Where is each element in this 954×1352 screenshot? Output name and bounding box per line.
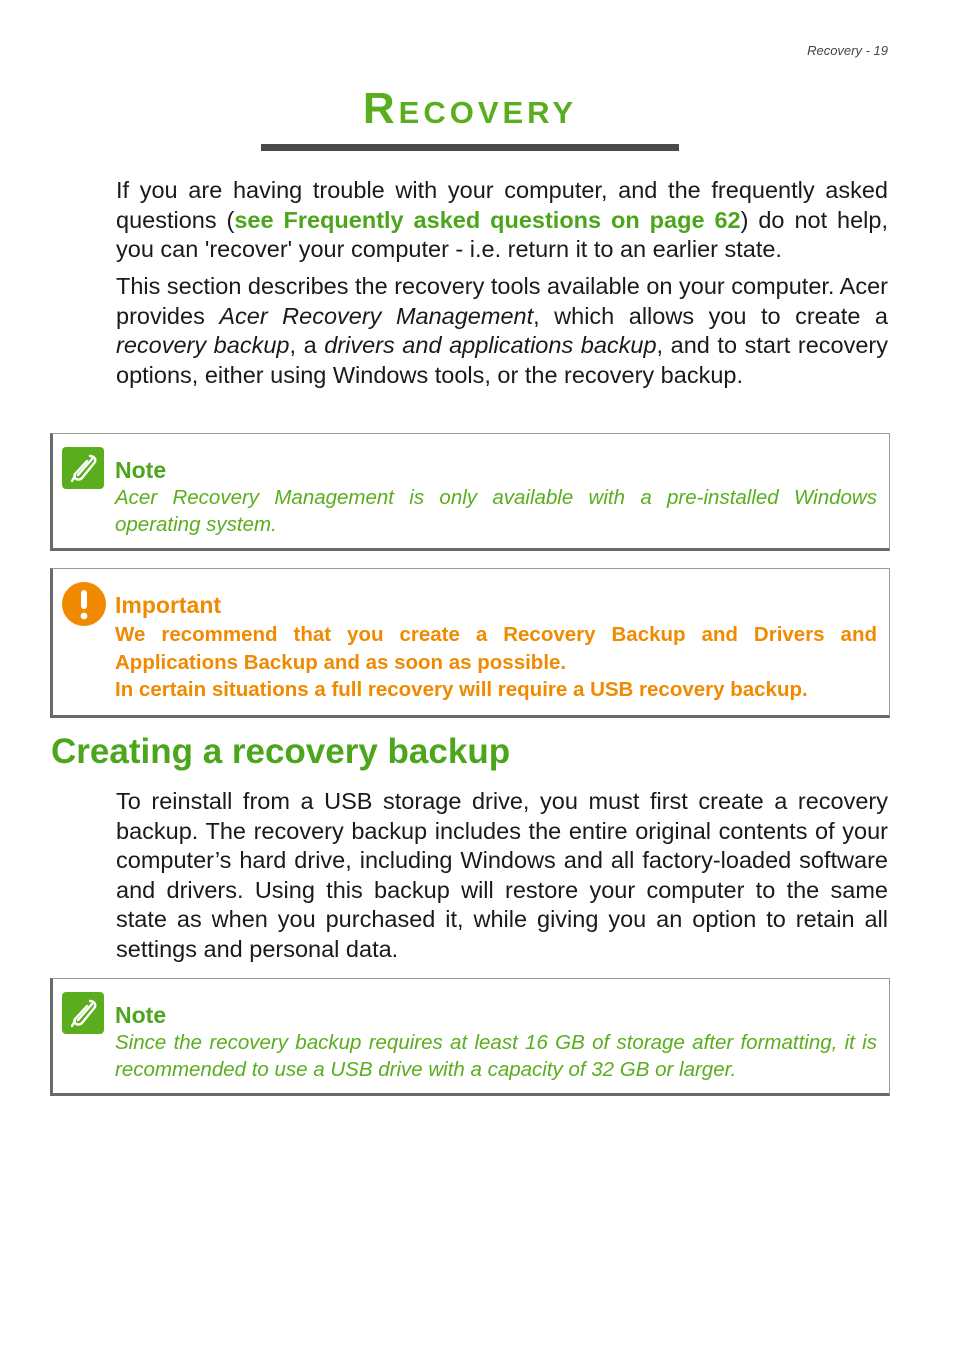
pencil-icon [62, 447, 104, 489]
page-title: Recovery [362, 84, 578, 133]
section-heading: Creating a recovery backup [51, 732, 511, 771]
intro-text: , which allows you to create a [533, 302, 888, 329]
intro-text: , and to start recovery options, either using Windows tools, or the recovery backup. [116, 332, 888, 388]
intro-paragraph-1 [116, 176, 888, 265]
running-header: Recovery - 19 [807, 43, 888, 58]
term-recovery-backup: recovery backup [116, 332, 290, 359]
pencil-icon [62, 992, 104, 1034]
term-drivers-backup: drivers and applications backup [324, 332, 657, 359]
note-text: Since the recovery backup requires at least 16 GB of storage after formatting, it is recommended to use a USB drive with a capacity of 32 GB or larger. [115, 1031, 877, 1081]
intro-paragraph-2 [116, 272, 888, 390]
note-box [50, 433, 890, 551]
intro-text: If you are having trouble with your computer, and the frequently asked questions ( [116, 177, 888, 233]
intro-text: ) do not help, you can 'recover' your computer - i.e. return it to an earlier state. [116, 206, 888, 263]
section-paragraph: To reinstall from a USB storage drive, you must first create a recovery backup. The recovery backup includes the entire original contents of your computer’s hard drive, including Windows and all factory-loaded software and drivers. Using this backup will restore your computer to the same state as when you purchased it, while giving you an option to retain all settings and personal data. [116, 788, 888, 962]
title-underline [261, 144, 679, 151]
product-name: Acer Recovery Management [219, 302, 534, 329]
note-heading: Note [115, 457, 167, 483]
note-box [50, 978, 890, 1096]
important-heading: Important [115, 592, 222, 618]
important-box [50, 568, 890, 718]
faq-link[interactable]: see Frequently asked questions on page 62 [234, 206, 741, 233]
note-text: Acer Recovery Management is only available with a pre-installed Windows operating system. [115, 486, 877, 536]
intro-text: , a [289, 332, 325, 359]
intro-text: This section describes the recovery tools available on your computer. Acer provides [116, 273, 888, 329]
important-text-1: We recommend that you create a Recovery Backup and Drivers and Applications Backup and as soon as possible. [115, 623, 877, 674]
exclamation-icon [61, 581, 107, 627]
note-heading: Note [115, 1002, 167, 1028]
important-text-2: In certain situations a full recovery will require a USB recovery backup. [115, 678, 808, 701]
